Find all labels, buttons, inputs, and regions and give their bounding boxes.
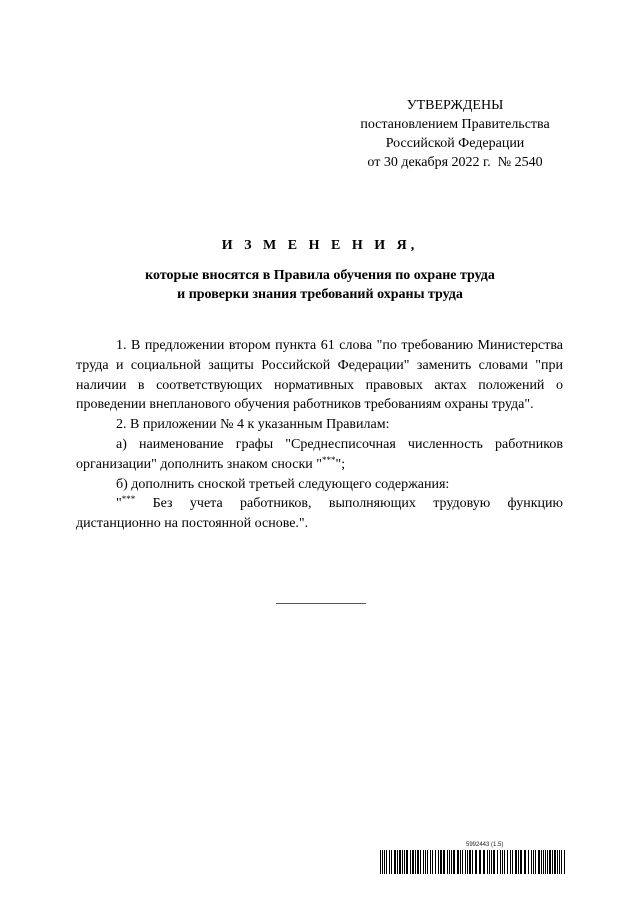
document-subtitle: [0, 266, 640, 304]
barcode-image: [380, 850, 568, 874]
footnote-mark: ***: [121, 494, 136, 505]
document-title: И З М Е Н Е Н И Я,: [221, 238, 419, 253]
paragraph-5: [76, 494, 563, 534]
approval-heading: УТВЕРЖДЕНЫ: [406, 98, 504, 113]
document-body: [76, 336, 563, 534]
approval-date: от 30 декабря 2022 г. № 2540: [367, 155, 543, 170]
paragraph-1: 1. В предложении втором пункта 61 слова "по требованию Министерства труда и социальной защиты Российской Федерации" заменить словами "при наличии в соответствующих нормативных правовых актах положений о проведении внепланового обучения работников требованиям охраны труда".: [76, 338, 563, 413]
paragraph-2: 2. В приложении № 4 к указанным Правилам:: [116, 417, 390, 433]
paragraph-4: б) дополнить сноской третьей следующего содержания:: [116, 476, 450, 492]
paragraph-5-quote: ": [116, 496, 122, 512]
subtitle-line: и проверки знания требований охраны труда: [177, 287, 463, 302]
paragraph-3: [76, 435, 563, 475]
approval-block: [340, 96, 570, 172]
footnote-mark: ***: [321, 454, 336, 465]
document-code: 5992443 (1.5): [466, 842, 504, 848]
paragraph-5-text: Без учета работников, выполняющих трудовую функцию дистанционно на постоянной основе.".: [76, 496, 563, 532]
subtitle-line: которые вносятся в Правила обучения по охране труда: [145, 268, 495, 283]
approval-line: Российской Федерации: [385, 136, 525, 151]
paragraph-3-text: а) наименование графы "Среднесписочная численность работников организации" дополнить знаком сноски ": [76, 436, 563, 472]
paragraph-3-end: ";: [335, 456, 346, 472]
end-separator-line: [276, 603, 366, 604]
approval-line: постановлением Правительства: [360, 117, 550, 132]
